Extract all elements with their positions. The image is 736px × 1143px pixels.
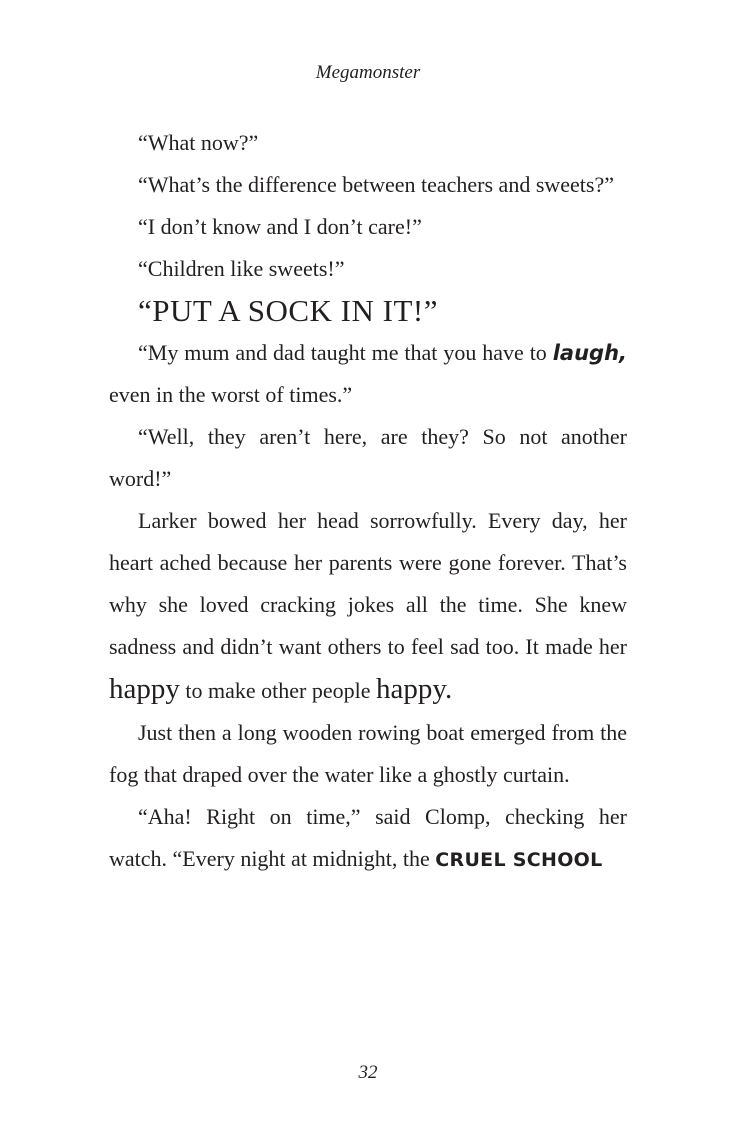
paragraph-larker (109, 500, 627, 712)
laugh-text-before: “My mum and dad taught me that you have to (138, 340, 547, 365)
paragraph-what-now: “What now?” (138, 130, 259, 155)
laugh-text-after: even in the worst of times.” (109, 382, 353, 407)
paragraph-dont-care: “I don’t know and I don’t care!” (138, 214, 422, 239)
paragraph-children-like-sweets: “Children like sweets!” (138, 256, 345, 281)
body-text (109, 122, 627, 881)
cruel-school-emphasis: CRUEL SCHOOL (435, 849, 603, 871)
page-number: 32 (358, 1062, 378, 1083)
larker-text-middle: to make other people (185, 678, 371, 703)
running-head: Megamonster (315, 62, 421, 83)
happy-emphasis-1: happy (109, 673, 180, 705)
paragraph-clomp (109, 796, 627, 881)
laugh-emphasis: laugh, (552, 341, 628, 365)
larker-text-before: Larker bowed her head sorrowfully. Every day, her heart ached because her parents were gone forever. That’s why she loved cracking jokes all the time. She knew sadness and didn’t want others to feel sad too. It made her (109, 508, 627, 659)
paragraph-laugh (109, 332, 627, 416)
clomp-text-before: “Aha! Right on time,” said Clomp, checking her watch. “Every night at midnight, the (109, 804, 627, 871)
paragraph-teachers-sweets: “What’s the difference between teachers and sweets?” (138, 172, 615, 197)
paragraph-rowing-boat: Just then a long wooden rowing boat emerged from the fog that draped over the water like a ghostly curtain. (109, 720, 627, 787)
paragraph-not-another-word: “Well, they aren’t here, are they? So not another word!” (109, 424, 627, 491)
paragraph-put-a-sock: “PUT A SOCK IN IT!” (138, 293, 438, 328)
happy-emphasis-2: happy. (375, 673, 453, 705)
